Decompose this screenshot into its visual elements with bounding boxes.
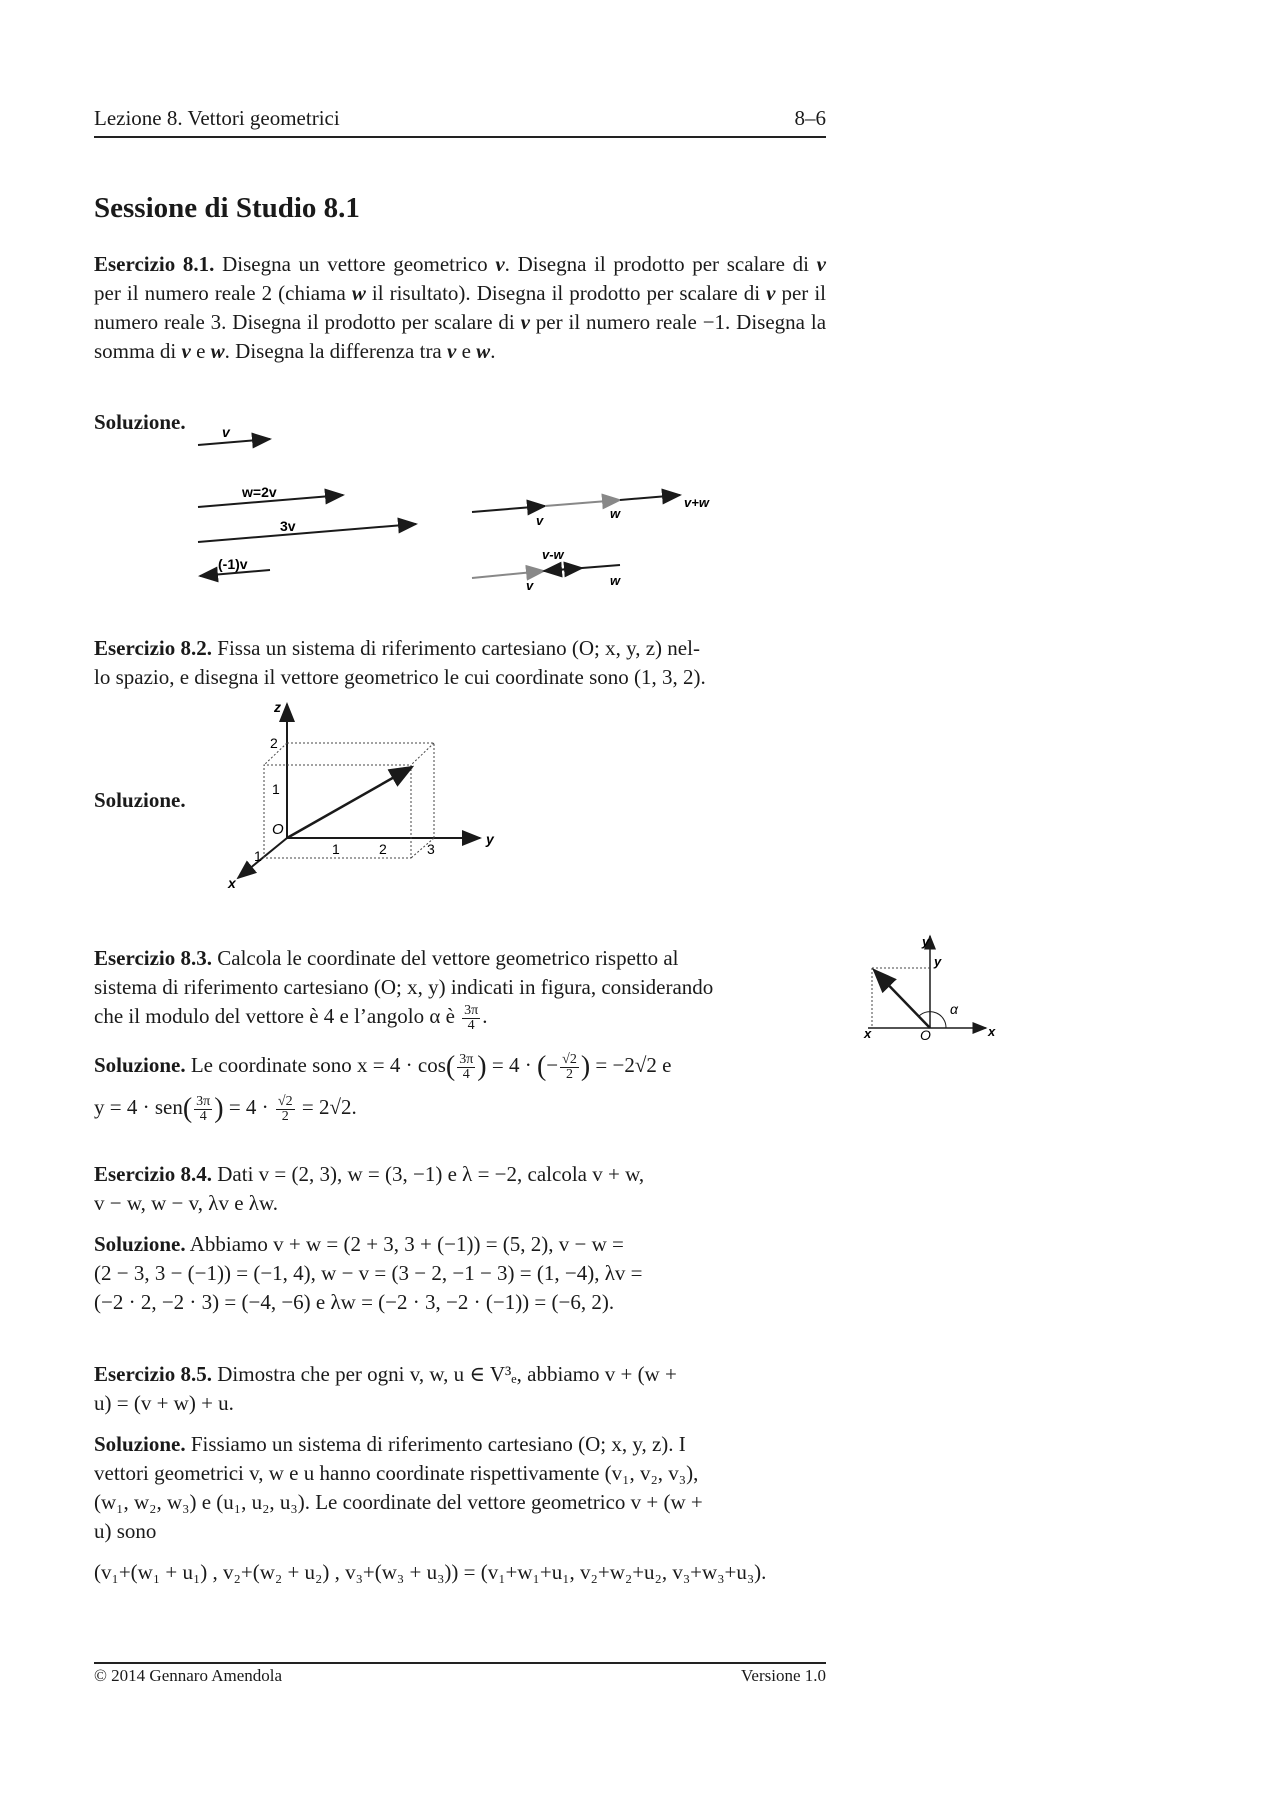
solution-label-8-2: Soluzione.	[94, 788, 186, 812]
exercise-8-3: Esercizio 8.3. Calcola le coordinate del vettore geometrico rispetto al sistema di riferimento cartesiano (O; x, y) indicati in figura, considerando che il modulo del vettore è 4 e l’angolo α è $\frac{3\pi}{4}$ .	[94, 946, 714, 1033]
y-coord-label: y	[934, 954, 942, 969]
y-axis-label: y	[922, 934, 930, 949]
footer	[94, 1666, 826, 1686]
solution-8-3: Soluzione. Le coordinate sono x = 4 · cos( $\frac{3\pi}{4}$ ) = 4 · (− $\frac{√2}{2}$ ) = −2√2 e y = 4 · sen( $\frac{3\pi}{4}$ ) = 4 · $\frac{√2}{2}$ = 2√2.	[94, 1051, 672, 1124]
vector-v	[198, 439, 270, 445]
exercise-label: Esercizio 8.3.	[94, 946, 213, 970]
origin-label: O	[272, 821, 284, 838]
diff-label-v: v	[526, 578, 534, 593]
x-tick-1: 1	[254, 848, 262, 864]
solution-8-4: Soluzione. Abbiamo v + w = (2 + 3, 3 + (−1)) = (5, 2), v − w = (2 − 3, 3 − (−1)) = (−1, 4), w − v = (3 − 2, −1 − 3) = (1, −4), λv = (−2 · 2, −2 · 3) = (−4, −6) e λw = (−2 · 3, −2 · (−1)) = (−6, 2).	[94, 1232, 643, 1314]
diff-vector-v	[472, 571, 544, 578]
sum-label-w: w	[610, 506, 621, 521]
sum-vector-w	[545, 500, 620, 506]
exercise-label: Esercizio 8.2.	[94, 636, 213, 660]
footer-rule	[94, 1662, 826, 1664]
vector-1-3-2	[287, 767, 412, 838]
z-tick-1: 1	[272, 781, 280, 797]
coordinate-figure-8-2	[224, 698, 504, 898]
exercise-8-2: Esercizio 8.2. Fissa un sistema di riferimento cartesiano (O; x, y, z) nel- lo spazio, e disegna il vettore geometrico le cui coordinate sono (1, 3, 2).	[94, 636, 706, 689]
angle-figure-8-3	[858, 930, 998, 1040]
sum-label-v: v	[536, 513, 544, 528]
y-tick-1: 1	[332, 841, 340, 857]
diff-label-w: w	[610, 573, 621, 588]
exercise-label: Esercizio 8.5.	[94, 1362, 213, 1386]
label-w-2v: w=2v	[242, 484, 277, 500]
x-label: x	[228, 875, 236, 891]
sum-vector-v	[472, 506, 545, 512]
exercise-label: Esercizio 8.4.	[94, 1162, 213, 1186]
exercise-8-4: Esercizio 8.4. Dati v = (2, 3), w = (3, −1) e λ = −2, calcola v + w, v − w, w − v, λv e λw.	[94, 1162, 645, 1215]
solution-8-5: Soluzione. Fissiamo un sistema di riferimento cartesiano (O; x, y, z). I vettori geometrici v, w e u hanno coordinate rispettivamente (v₁, v₂, v₃), (w₁, w₂, w₃) e (u₁, u₂, u₃). Le coordinate del vettore geometrico v + (w + u) sono	[94, 1432, 703, 1543]
sum-label-v-plus-w: v+w	[684, 495, 709, 510]
section-title: Sessione di Studio 8.1	[94, 192, 360, 224]
z-tick-2: 2	[270, 735, 278, 751]
vector-figure-8-1	[190, 425, 750, 595]
label-3v: 3v	[280, 518, 296, 534]
label-v: v	[222, 425, 230, 440]
z-label: z	[274, 699, 281, 715]
running-header	[94, 106, 826, 131]
sum-vector-v-plus-w	[620, 495, 680, 500]
version: Versione 1.0	[741, 1666, 826, 1685]
dotted-box	[264, 743, 434, 858]
vector-3v	[198, 524, 416, 542]
fraction-3pi-4: $\frac{3\pi}{4}$	[464, 1002, 479, 1033]
diff-vector-v-minus-w	[544, 568, 582, 571]
exercise-label: Esercizio 8.1.	[94, 252, 215, 276]
copyright: © 2014 Gennaro Amendola	[94, 1666, 283, 1685]
vector	[874, 970, 930, 1028]
label-minus-v: (-1)v	[218, 556, 248, 572]
header-rule	[94, 136, 826, 138]
equation-8-5: (v₁+(w₁ + u₁) , v₂+(w₂ + u₂) , v₃+(w₃ + u₃)) = (v₁+w₁+u₁, v₂+w₂+u₂, v₃+w₃+u₃).	[94, 1560, 767, 1584]
alpha-label: α	[950, 1001, 958, 1017]
exercise-8-1: Esercizio 8.1. Disegna un vettore geometrico v. Disegna il prodotto per scalare di v per il numero reale 2 (chiama w il risultato). Disegna il prodotto per scalare di v per il numero reale 3. Disegna il prodotto per scalare di v per il numero reale −1. Disegna la somma di v e w. Disegna la differenza tra v e w.	[94, 252, 827, 363]
origin-label: O	[920, 1027, 931, 1040]
y-tick-3: 3	[427, 841, 435, 857]
y-tick-2: 2	[379, 841, 387, 857]
x-coord-label: x	[864, 1026, 872, 1040]
y-label: y	[486, 831, 494, 847]
page-number: 8–6	[794, 106, 826, 130]
diff-label-v-minus-w: v-w	[542, 547, 564, 562]
header-title: Lezione 8. Vettori geometrici	[94, 106, 340, 130]
exercise-8-5: Esercizio 8.5. Dimostra che per ogni v, w, u ∈ V³ₑ, abbiamo v + (w + u) = (v + w) + u.	[94, 1362, 677, 1415]
solution-label-8-1: Soluzione.	[94, 410, 186, 434]
x-axis-label: x	[988, 1024, 996, 1039]
